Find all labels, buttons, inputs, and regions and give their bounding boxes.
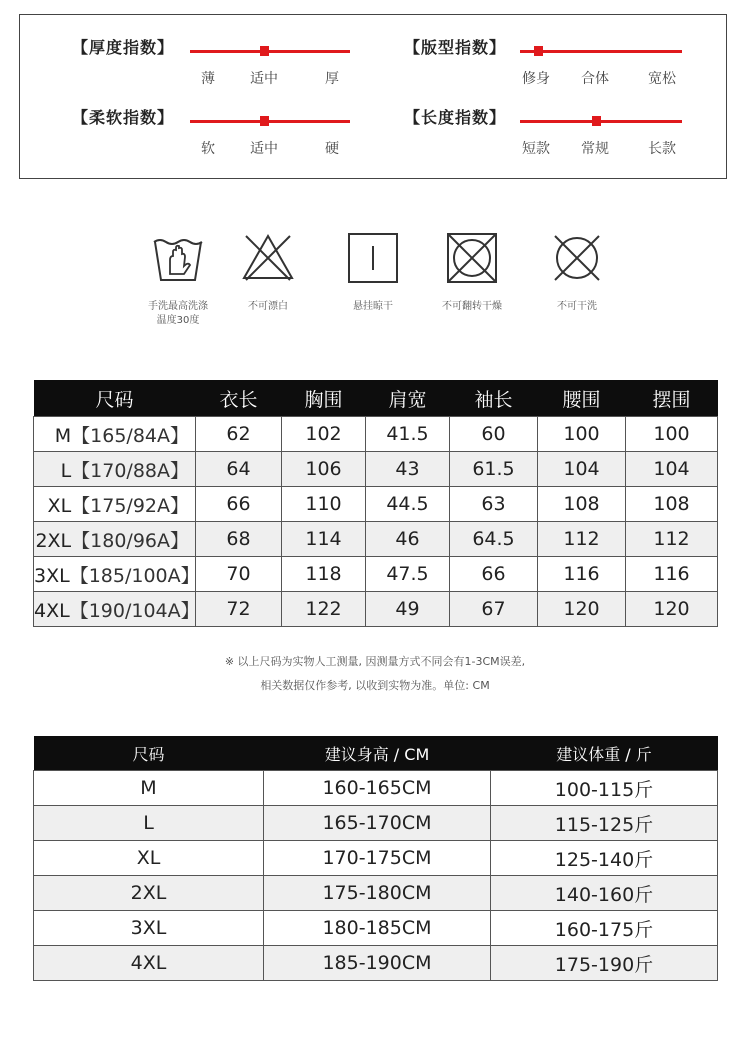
- table-cell: 4XL: [34, 946, 264, 981]
- table-cell: 102: [282, 417, 366, 452]
- table-cell: 180-185CM: [264, 911, 491, 946]
- table-cell: 112: [626, 522, 718, 557]
- care-no-bleach: [218, 230, 318, 314]
- size-spec: 【165/84A】: [71, 424, 189, 447]
- care-no-dry-clean: [527, 230, 627, 314]
- index-label: 合体: [581, 71, 609, 87]
- care-label: 手洗最高洗涤温度30度: [148, 301, 208, 326]
- table-cell: 118: [282, 557, 366, 592]
- index-label: 薄: [201, 71, 215, 87]
- table-cell: 43: [366, 452, 450, 487]
- measurement-note: [0, 650, 750, 698]
- table-cell: 120: [626, 592, 718, 627]
- table-cell: 125-140斤: [491, 841, 718, 876]
- table-cell: 47.5: [366, 557, 450, 592]
- table-cell: 116: [626, 557, 718, 592]
- index-title: 【柔软指数】: [72, 108, 175, 127]
- table-row: [34, 452, 718, 487]
- table-row: [34, 771, 718, 806]
- table-cell: 64: [196, 452, 282, 487]
- care-label: 不可漂白: [248, 301, 288, 312]
- table-cell: 104: [626, 452, 718, 487]
- table-cell: 46: [366, 522, 450, 557]
- size-recommendation-table: [33, 736, 718, 981]
- table-cell: XL: [34, 841, 264, 876]
- index-label: 软: [201, 141, 215, 157]
- table-cell: 185-190CM: [264, 946, 491, 981]
- size-spec: 【185/100A】: [69, 564, 200, 587]
- table-row: [34, 522, 718, 557]
- column-header: 袖长: [450, 380, 538, 417]
- column-header: 腰围: [538, 380, 626, 417]
- column-header: 建议身高 / CM: [264, 736, 491, 771]
- size-measurement-table: [33, 380, 718, 627]
- length-index: [374, 85, 728, 157]
- column-header: 尺码: [34, 736, 264, 771]
- table-cell: 160-175斤: [491, 911, 718, 946]
- index-marker: [592, 116, 601, 126]
- size-cell: [34, 417, 196, 452]
- table-row: [34, 417, 718, 452]
- table-cell: 108: [626, 487, 718, 522]
- column-header: 尺码: [34, 380, 196, 417]
- no-bleach-icon: [240, 230, 296, 286]
- table-cell: 66: [196, 487, 282, 522]
- index-track: [190, 50, 350, 53]
- table-header-row: [34, 736, 718, 771]
- thickness-index: [20, 15, 374, 87]
- index-label: 厚: [325, 71, 339, 87]
- care-label: 不可干洗: [557, 301, 597, 312]
- table-cell: 115-125斤: [491, 806, 718, 841]
- table-cell: 170-175CM: [264, 841, 491, 876]
- index-track: [520, 50, 682, 53]
- note-line: 相关数据仅作参考, 以收到实物为准。单位: CM: [260, 679, 490, 692]
- index-marker: [260, 46, 269, 56]
- index-title: 【版型指数】: [404, 38, 507, 57]
- table-cell: 100: [626, 417, 718, 452]
- fit-index: [374, 15, 728, 87]
- index-title: 【厚度指数】: [72, 38, 175, 57]
- hang-dry-icon: [345, 230, 401, 286]
- size-code: M: [54, 424, 72, 447]
- size-cell: [34, 487, 196, 522]
- size-cell: [34, 522, 196, 557]
- index-label: 长款: [648, 141, 676, 157]
- column-header: 肩宽: [366, 380, 450, 417]
- table-cell: 122: [282, 592, 366, 627]
- table-cell: 100-115斤: [491, 771, 718, 806]
- index-label: 修身: [522, 71, 550, 87]
- column-header: 建议体重 / 斤: [491, 736, 718, 771]
- note-line: ※ 以上尺码为实物人工测量, 因测量方式不同会有1-3CM误差,: [224, 655, 526, 668]
- table-cell: 62: [196, 417, 282, 452]
- care-hand-wash: [128, 230, 228, 328]
- table-cell: 104: [538, 452, 626, 487]
- table-cell: 140-160斤: [491, 876, 718, 911]
- softness-index: [20, 85, 374, 157]
- table-row: [34, 876, 718, 911]
- table-cell: 67: [450, 592, 538, 627]
- size-cell: [34, 557, 200, 592]
- size-code: 2XL: [35, 529, 72, 552]
- index-track: [190, 120, 350, 123]
- table-cell: 120: [538, 592, 626, 627]
- table-cell: 63: [450, 487, 538, 522]
- table-row: [34, 557, 718, 592]
- size-cell: [34, 592, 200, 627]
- table-cell: M: [34, 771, 264, 806]
- table-cell: 114: [282, 522, 366, 557]
- no-dry-clean-icon: [549, 230, 605, 286]
- table-cell: 116: [538, 557, 626, 592]
- table-cell: 100: [538, 417, 626, 452]
- table-cell: 175-190斤: [491, 946, 718, 981]
- table-cell: 70: [196, 557, 282, 592]
- care-hang-dry: [323, 230, 423, 314]
- table-row: [34, 592, 718, 627]
- table-cell: L: [34, 806, 264, 841]
- table-cell: 108: [538, 487, 626, 522]
- index-marker: [534, 46, 543, 56]
- table-cell: 61.5: [450, 452, 538, 487]
- size-code: L: [60, 459, 72, 482]
- table-cell: 44.5: [366, 487, 450, 522]
- index-label: 常规: [581, 141, 609, 157]
- fabric-indices-panel: [19, 14, 727, 179]
- table-row: [34, 911, 718, 946]
- care-label: 不可翻转干燥: [442, 301, 502, 312]
- index-label: 宽松: [648, 71, 676, 87]
- column-header: 胸围: [282, 380, 366, 417]
- no-tumble-dry-icon: [444, 230, 500, 286]
- size-spec: 【175/92A】: [71, 494, 189, 517]
- column-header: 衣长: [196, 380, 282, 417]
- size-spec: 【170/88A】: [71, 459, 189, 482]
- table-cell: 3XL: [34, 911, 264, 946]
- size-code: XL: [47, 494, 72, 517]
- size-spec: 【180/96A】: [71, 529, 189, 552]
- table-row: [34, 841, 718, 876]
- table-cell: 49: [366, 592, 450, 627]
- table-header-row: [34, 380, 718, 417]
- table-cell: 72: [196, 592, 282, 627]
- table-row: [34, 487, 718, 522]
- index-label: 适中: [250, 141, 278, 157]
- index-label: 适中: [250, 71, 278, 87]
- hand-wash-icon: [150, 230, 206, 286]
- table-cell: 112: [538, 522, 626, 557]
- table-cell: 160-165CM: [264, 771, 491, 806]
- table-row: [34, 806, 718, 841]
- size-cell: [34, 452, 196, 487]
- index-marker: [260, 116, 269, 126]
- table-cell: 110: [282, 487, 366, 522]
- table-cell: 2XL: [34, 876, 264, 911]
- table-cell: 66: [450, 557, 538, 592]
- table-cell: 41.5: [366, 417, 450, 452]
- care-label: 悬挂晾干: [353, 301, 393, 312]
- table-row: [34, 946, 718, 981]
- index-label: 短款: [522, 141, 550, 157]
- table-cell: 106: [282, 452, 366, 487]
- index-title: 【长度指数】: [404, 108, 507, 127]
- size-code: 3XL: [34, 564, 70, 587]
- care-no-tumble-dry: [422, 230, 522, 314]
- table-cell: 60: [450, 417, 538, 452]
- size-spec: 【190/104A】: [69, 599, 200, 622]
- index-label: 硬: [325, 141, 339, 157]
- table-cell: 165-170CM: [264, 806, 491, 841]
- index-track: [520, 120, 682, 123]
- table-cell: 64.5: [450, 522, 538, 557]
- column-header: 摆围: [626, 380, 718, 417]
- size-code: 4XL: [34, 599, 70, 622]
- table-cell: 175-180CM: [264, 876, 491, 911]
- table-cell: 68: [196, 522, 282, 557]
